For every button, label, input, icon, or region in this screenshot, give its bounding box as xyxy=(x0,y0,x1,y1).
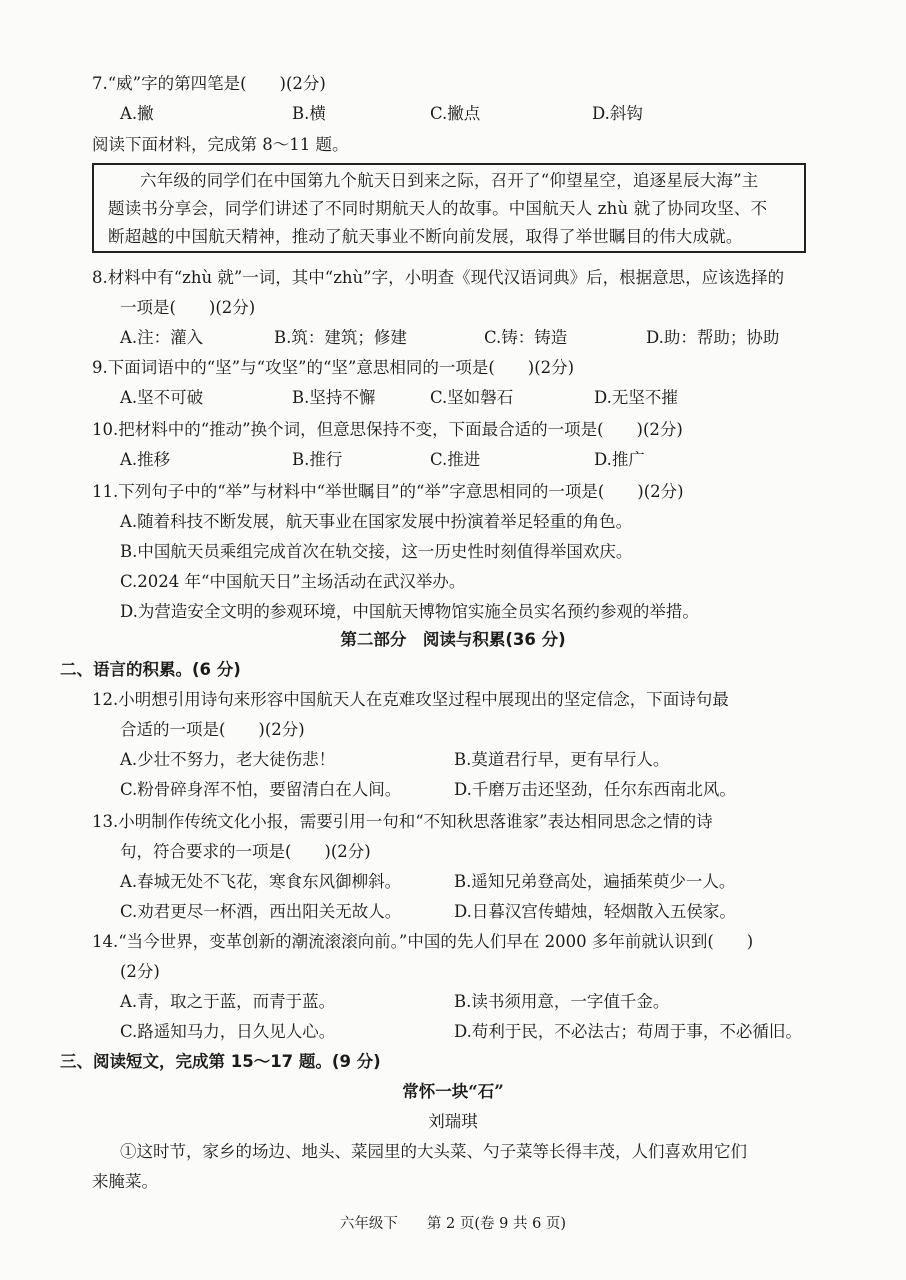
q13-option-b[interactable]: B.遥知兄弟登高处，遍插茱萸少一人。 xyxy=(454,872,736,891)
q7-stem: 7.“威”字的第四笔是( )(2分) xyxy=(92,74,326,93)
q12-option-d[interactable]: D.千磨万击还坚劲，任尔东西南北风。 xyxy=(454,780,736,799)
passage-author: 刘瑞琪 xyxy=(428,1112,478,1131)
q7-option-b[interactable]: B.横 xyxy=(292,104,326,123)
q14-options-row-1 xyxy=(0,990,906,1014)
q13-stem-line-1: 13.小明制作传统文化小报，需要引用一句和“不知秋思落谁家”表达相同思念之情的诗 xyxy=(92,812,713,831)
q12-option-c[interactable]: C.粉骨碎身浑不怕，要留清白在人间。 xyxy=(120,780,402,799)
q11-option-d[interactable]: D.为营造安全文明的参观环境，中国航天博物馆实施全员实名预约参观的举措。 xyxy=(120,602,699,621)
q9-stem: 9.下面词语中的“坚”与“攻坚”的“坚”意思相同的一项是( )(2分) xyxy=(92,358,575,377)
q11-option-c[interactable]: C.2024 年“中国航天日”主场活动在武汉举办。 xyxy=(120,572,466,591)
q13-stem-line-2: 句，符合要求的一项是( )(2分) xyxy=(120,842,371,861)
q8-stem-line-1: 8.材料中有“zhù 就”一词，其中“zhù”字，小明查《现代汉语词典》后，根据意思，应该选择的 xyxy=(92,268,785,287)
material-box xyxy=(92,163,806,253)
material-line-2: 题读书分享会，同学们讲述了不同时期航天人的故事。中国航天人 zhù 就了协同攻坚、不 xyxy=(108,199,768,218)
q8-option-a[interactable]: A.注：灌入 xyxy=(120,328,204,347)
section3-title: 三、阅读短文，完成第 15～17 题。(9 分) xyxy=(60,1052,381,1071)
q9-option-c[interactable]: C.坚如磐石 xyxy=(430,388,514,407)
q8-option-d[interactable]: D.助：帮助；协助 xyxy=(646,328,780,347)
q12-option-b[interactable]: B.莫道君行早，更有早行人。 xyxy=(454,750,670,769)
passage-paragraph-1-line-2: 来腌菜。 xyxy=(92,1172,158,1191)
q12-stem-line-1: 12.小明想引用诗句来形容中国航天人在克难攻坚过程中展现出的坚定信念，下面诗句最 xyxy=(92,690,729,709)
q10-options xyxy=(0,448,906,472)
passage-title: 常怀一块“石” xyxy=(402,1082,504,1101)
q14-option-a[interactable]: A.青，取之于蓝，而青于蓝。 xyxy=(120,992,336,1011)
passage-paragraph-1-line-1: ①这时节，家乡的场边、地头、菜园里的大头菜、勺子菜等长得丰茂，人们喜欢用它们 xyxy=(120,1142,747,1161)
q12-stem-line-2: 合适的一项是( )(2分) xyxy=(120,720,305,739)
q13-option-a[interactable]: A.春城无处不飞花，寒食东风御柳斜。 xyxy=(120,872,402,891)
q7-option-c[interactable]: C.撇点 xyxy=(430,104,481,123)
q10-option-a[interactable]: A.推移 xyxy=(120,450,171,469)
q14-options-row-2 xyxy=(0,1020,906,1044)
q14-stem-line-2: (2分) xyxy=(120,962,160,981)
q10-option-b[interactable]: B.推行 xyxy=(292,450,343,469)
q8-stem-line-2: 一项是( )(2分) xyxy=(120,298,256,317)
q14-option-c[interactable]: C.路遥知马力，日久见人心。 xyxy=(120,1022,336,1041)
part2-title: 第二部分 阅读与积累(36 分) xyxy=(340,630,566,649)
q13-option-c[interactable]: C.劝君更尽一杯酒，西出阳关无故人。 xyxy=(120,902,402,921)
material-line-3: 断超越的中国航天精神，推动了航天事业不断向前发展，取得了举世瞩目的伟大成就。 xyxy=(108,227,743,246)
q8-option-b[interactable]: B.筑：建筑；修建 xyxy=(274,328,407,347)
q9-option-a[interactable]: A.坚不可破 xyxy=(120,388,204,407)
q11-option-b[interactable]: B.中国航天员乘组完成首次在轨交接，这一历史性时刻值得举国欢庆。 xyxy=(120,542,633,561)
section2-title: 二、语言的积累。(6 分) xyxy=(60,660,241,679)
q13-option-d[interactable]: D.日暮汉宫传蜡烛，轻烟散入五侯家。 xyxy=(454,902,736,921)
q9-option-b[interactable]: B.坚持不懈 xyxy=(292,388,376,407)
q10-option-d[interactable]: D.推广 xyxy=(594,450,645,469)
q11-stem: 11.下列句子中的“举”与材料中“举世瞩目”的“举”字意思相同的一项是( )(2分) xyxy=(92,482,684,501)
q12-options-row-2 xyxy=(0,778,906,802)
q14-option-d[interactable]: D.苟利于民，不必法古；苟周于事，不必循旧。 xyxy=(454,1022,802,1041)
q12-option-a[interactable]: A.少壮不努力，老大徒伤悲！ xyxy=(120,750,336,769)
material-intro: 阅读下面材料，完成第 8～11 题。 xyxy=(92,135,349,154)
q8-option-c[interactable]: C.铸：铸造 xyxy=(484,328,568,347)
q14-option-b[interactable]: B.读书须用意，一字值千金。 xyxy=(454,992,670,1011)
q9-option-d[interactable]: D.无坚不摧 xyxy=(594,388,678,407)
q8-options xyxy=(0,326,906,350)
q13-options-row-2 xyxy=(0,900,906,924)
q13-options-row-1 xyxy=(0,870,906,894)
q11-option-a[interactable]: A.随着科技不断发展，航天事业在国家发展中扮演着举足轻重的角色。 xyxy=(120,512,633,531)
q10-stem: 10.把材料中的“推动”换个词，但意思保持不变，下面最合适的一项是( )(2分) xyxy=(92,420,683,439)
page-footer: 六年级下 第 2 页(卷 9 共 6 页) xyxy=(339,1216,567,1232)
q7-option-d[interactable]: D.斜钩 xyxy=(592,104,643,123)
q12-options-row-1 xyxy=(0,748,906,772)
q9-options xyxy=(0,386,906,410)
material-line-1: 六年级的同学们在中国第九个航天日到来之际，召开了“仰望星空，追逐星辰大海”主 xyxy=(140,171,759,190)
q14-stem-line-1: 14.“当今世界，变革创新的潮流滚滚向前。”中国的先人们早在 2000 多年前就认识到( ) xyxy=(92,932,754,951)
q7-options xyxy=(0,102,906,126)
q10-option-c[interactable]: C.推进 xyxy=(430,450,481,469)
q7-option-a[interactable]: A.撇 xyxy=(120,104,154,123)
